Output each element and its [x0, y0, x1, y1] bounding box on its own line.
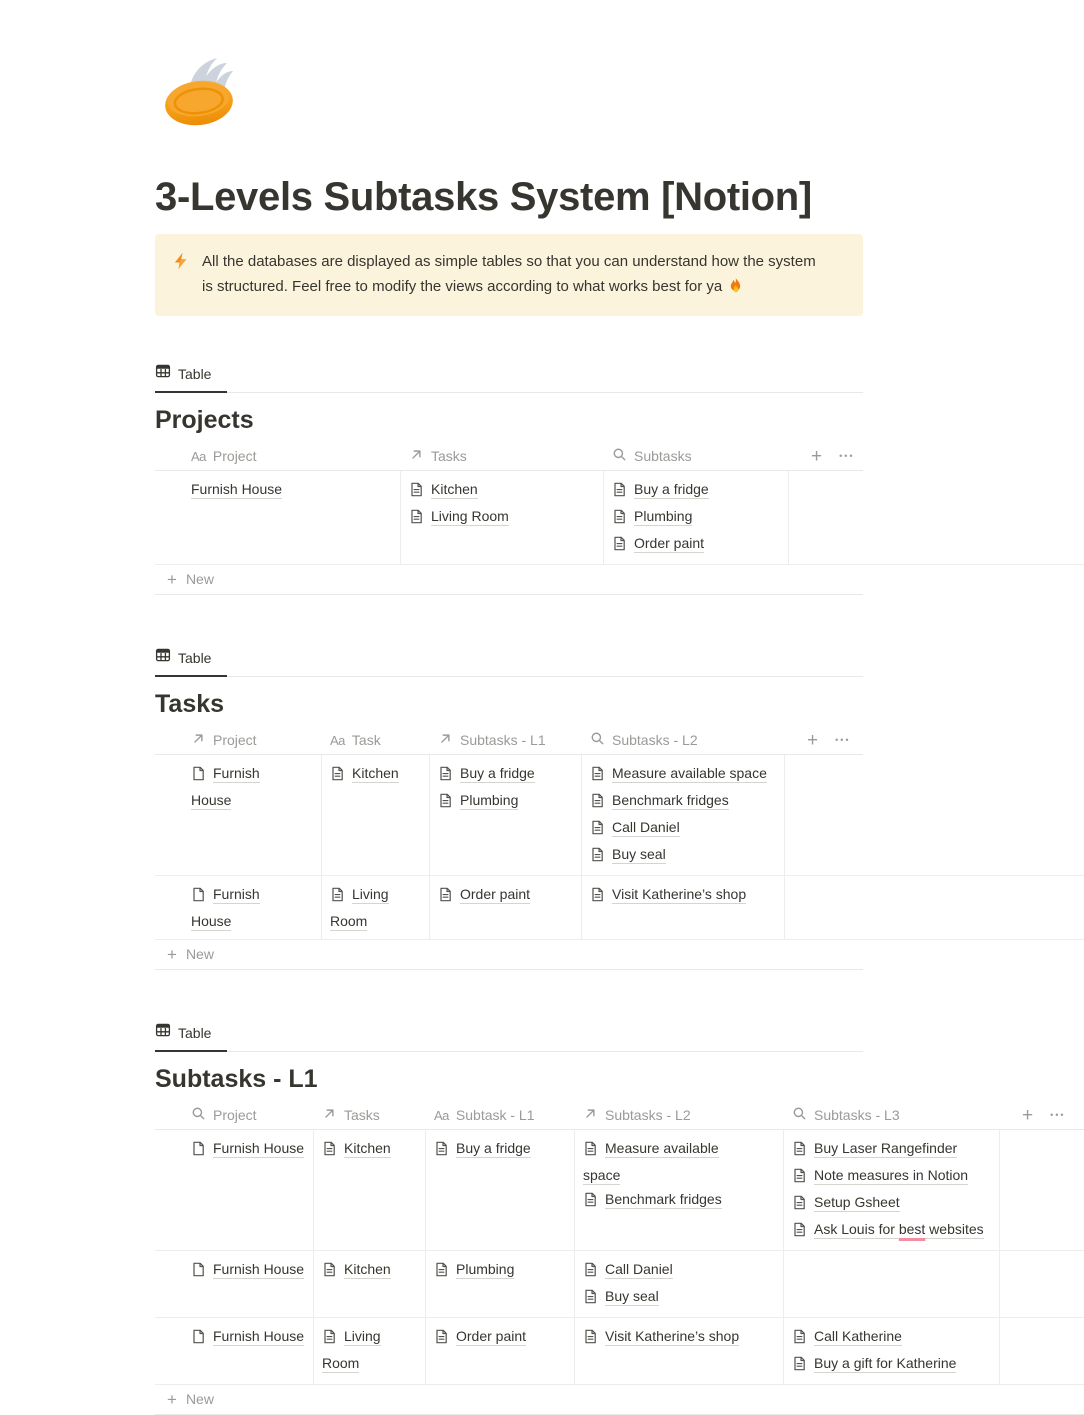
new-row-label: New — [185, 946, 214, 962]
page-link-text[interactable]: Setup Gsheet — [814, 1194, 900, 1210]
relation-page-chip[interactable] — [322, 1324, 402, 1375]
column-header-label: Project — [212, 448, 257, 464]
column-header-tasks[interactable] — [401, 442, 604, 470]
page-with-text-icon — [583, 1260, 598, 1284]
page-with-text-icon — [792, 1166, 807, 1190]
table-cell — [575, 1130, 784, 1250]
page-link-text[interactable]: Plumbing — [456, 1261, 515, 1277]
page-with-text-icon — [330, 885, 345, 909]
page-with-text-icon — [590, 764, 605, 788]
relation-page-chip[interactable] — [434, 1136, 568, 1163]
page-with-text-icon — [434, 1139, 449, 1163]
table-cell — [322, 876, 430, 939]
page-icon — [191, 764, 206, 788]
page-with-text-icon — [438, 764, 453, 788]
table-cell — [314, 1130, 426, 1250]
page-with-text-icon — [409, 480, 424, 504]
page-with-text-icon — [583, 1139, 598, 1163]
page-with-text-icon — [792, 1193, 807, 1217]
page-with-text-icon — [792, 1354, 807, 1378]
page-with-text-icon — [612, 507, 627, 531]
page-link-text[interactable]: Furnish House — [213, 1261, 305, 1277]
page-link-text[interactable]: Living Room — [322, 1328, 381, 1371]
spellcheck-flagged-word: best — [898, 1221, 926, 1237]
page-link-text[interactable]: Kitchen — [431, 481, 478, 497]
page-with-text-icon — [434, 1260, 449, 1284]
add-property-button[interactable]: + — [807, 729, 819, 751]
plus-icon: + — [167, 1389, 177, 1409]
plus-icon: + — [167, 569, 177, 589]
page-link-text[interactable]: Measure available space — [583, 1140, 719, 1183]
table-row — [155, 471, 1084, 565]
table-options-button[interactable]: ••• — [839, 451, 855, 461]
table-cell — [155, 1318, 314, 1384]
relation-page-chip[interactable] — [330, 761, 423, 788]
view-tabs-bar — [155, 1022, 863, 1052]
relation-page-chip[interactable] — [583, 1257, 777, 1284]
relation-page-chip[interactable] — [191, 1257, 307, 1284]
column-header-label: Tasks — [344, 1107, 380, 1123]
new-row-button[interactable] — [155, 940, 863, 970]
table-header-row — [155, 726, 863, 755]
relation-page-chip[interactable] — [191, 1324, 307, 1351]
column-header-label: Tasks — [431, 448, 467, 464]
page-link-text[interactable]: Buy seal — [605, 1288, 659, 1304]
relation-page-chip[interactable] — [792, 1217, 993, 1244]
page-link-text[interactable]: Visit Katherine’s shop — [612, 886, 747, 902]
view-tabs-bar — [155, 647, 863, 677]
column-header-label: Subtasks - L1 — [460, 732, 546, 748]
plus-icon: + — [167, 944, 177, 964]
relation-page-chip[interactable] — [792, 1163, 993, 1190]
title-property-icon: Aa — [434, 1107, 449, 1123]
relation-page-chip[interactable] — [792, 1136, 993, 1163]
active-tab-underline — [155, 1050, 227, 1052]
relation-page-chip[interactable] — [583, 1136, 738, 1187]
table-cell — [575, 1251, 784, 1317]
page-link-text[interactable]: Benchmark fridges — [605, 1191, 722, 1207]
text-segment: websites — [925, 1221, 984, 1237]
callout-text — [202, 249, 822, 301]
page-with-text-icon — [792, 1139, 807, 1163]
table-cell-empty — [1000, 1130, 1084, 1250]
rollup-property-icon — [792, 1106, 807, 1124]
page-title: 3-Levels Subtasks System [Notion] — [155, 175, 812, 219]
page-link-text[interactable]: Note measures in Notion — [814, 1167, 969, 1183]
new-row-label: New — [185, 571, 214, 587]
page-with-text-icon — [322, 1139, 337, 1163]
relation-page-chip[interactable] — [434, 1324, 568, 1351]
page-link-text[interactable]: Living Room — [431, 508, 509, 524]
page-link-text[interactable]: Order paint — [634, 535, 705, 551]
page-link-text[interactable]: Plumbing — [634, 508, 693, 524]
relation-page-chip[interactable] — [434, 1257, 568, 1284]
table-cell — [155, 471, 401, 564]
page-link-text[interactable]: Visit Katherine’s shop — [605, 1328, 740, 1344]
table-cell — [426, 1251, 575, 1317]
header-actions — [811, 447, 855, 466]
new-row-button[interactable] — [155, 1385, 1084, 1415]
database-block-projects — [155, 363, 1084, 595]
text-segment: Ask Louis for — [814, 1221, 899, 1237]
relation-page-chip[interactable] — [590, 815, 778, 842]
rollup-property-icon — [191, 1106, 206, 1124]
relation-property-icon — [583, 1106, 598, 1124]
column-header-subtasks-l3[interactable] — [784, 1101, 1000, 1129]
table-header-row — [155, 1101, 1084, 1130]
table-row — [155, 1251, 1084, 1318]
table-cell-empty — [1000, 1318, 1084, 1384]
column-header-task[interactable] — [322, 726, 430, 754]
column-header-subtasks-l2[interactable] — [582, 726, 785, 754]
page-link-text[interactable]: Furnish House — [191, 481, 283, 497]
add-property-button[interactable]: + — [811, 445, 823, 467]
page-link-text[interactable]: Buy a fridge — [460, 765, 535, 781]
column-header-label: Subtask - L1 — [455, 1107, 535, 1123]
table-cell — [604, 471, 789, 564]
table-cell — [582, 755, 785, 875]
callout — [155, 234, 863, 316]
page-with-text-icon — [590, 845, 605, 869]
view-tab-table[interactable] — [155, 1022, 211, 1043]
table-view-icon — [155, 1022, 171, 1043]
relation-page-chip[interactable] — [409, 504, 597, 531]
table-cell — [784, 1130, 1000, 1250]
relation-page-chip[interactable] — [191, 761, 281, 812]
column-header-subtasks-l1[interactable] — [430, 726, 582, 754]
page-icon — [191, 885, 206, 909]
new-row-label: New — [185, 1391, 214, 1407]
page-link-text[interactable]: Plumbing — [460, 792, 519, 808]
frisbee-emoji-icon[interactable] — [163, 55, 241, 127]
view-tab-label: Table — [178, 649, 212, 666]
relation-page-chip[interactable] — [322, 1136, 419, 1163]
new-row-button[interactable] — [155, 565, 863, 595]
page-with-text-icon — [330, 764, 345, 788]
relation-page-chip[interactable] — [583, 1284, 777, 1311]
column-header-subtask-l1[interactable] — [426, 1101, 575, 1129]
page-link-text[interactable]: Kitchen — [344, 1140, 391, 1156]
callout-text-body: All the databases are displayed as simple tables so that you can understand how the system is structured. Feel free to modify the views according to what works best for ya — [202, 253, 816, 295]
table-cell — [784, 1318, 1000, 1384]
page-link-text[interactable]: Kitchen — [352, 765, 399, 781]
table-row — [155, 1318, 1084, 1385]
page-with-text-icon — [612, 534, 627, 558]
relation-page-chip[interactable] — [792, 1351, 993, 1378]
page-with-text-icon — [590, 791, 605, 815]
page-link-text[interactable]: Call Daniel — [612, 819, 680, 835]
column-header-label: Subtasks - L2 — [605, 1107, 691, 1123]
column-header-label: Subtasks - L3 — [814, 1107, 900, 1123]
table-row — [155, 876, 1084, 940]
add-property-button[interactable]: + — [1022, 1104, 1034, 1126]
page-with-text-icon — [322, 1260, 337, 1284]
page-link-text[interactable]: Furnish House — [213, 1140, 305, 1156]
relation-page-chip[interactable] — [191, 477, 394, 501]
table-cell — [314, 1318, 426, 1384]
column-header-project[interactable] — [155, 1101, 314, 1129]
column-header-tasks[interactable] — [314, 1101, 426, 1129]
table-view-icon — [155, 647, 171, 668]
table-row — [155, 1130, 1084, 1251]
relation-page-chip[interactable] — [438, 882, 575, 909]
column-header-label: Subtasks - L2 — [612, 732, 698, 748]
relation-page-chip[interactable] — [438, 761, 575, 788]
page-link-text[interactable] — [814, 1221, 984, 1239]
relation-page-chip[interactable] — [583, 1324, 777, 1351]
database-block-subtasks-l1 — [155, 1022, 1084, 1415]
relation-page-chip[interactable] — [322, 1257, 419, 1284]
page-link-text[interactable]: Buy a fridge — [456, 1140, 531, 1156]
page-link-text[interactable]: Measure available space — [612, 765, 767, 781]
table-cell — [582, 876, 785, 939]
page-link-text[interactable]: Buy a fridge — [634, 481, 709, 497]
table-options-button[interactable]: ••• — [1050, 1110, 1066, 1120]
page-with-text-icon — [792, 1327, 807, 1351]
table-cell — [575, 1318, 784, 1384]
table-cell — [155, 876, 322, 939]
relation-property-icon — [191, 731, 206, 749]
relation-page-chip[interactable] — [612, 477, 782, 504]
fire-icon — [728, 280, 743, 297]
relation-page-chip[interactable] — [612, 531, 782, 558]
table-cell — [322, 755, 430, 875]
active-tab-underline — [155, 675, 227, 677]
relation-page-chip[interactable] — [792, 1190, 993, 1217]
page-link-text[interactable]: Furnish House — [191, 765, 260, 808]
view-tab-label: Table — [178, 365, 212, 382]
page-link-text[interactable]: Benchmark fridges — [612, 792, 729, 808]
view-tabs-bar — [155, 363, 863, 393]
table-header-row — [155, 442, 863, 471]
relation-page-chip[interactable] — [590, 882, 778, 909]
view-tab-table[interactable] — [155, 363, 211, 384]
table-row — [155, 755, 1084, 876]
page-with-text-icon — [409, 507, 424, 531]
column-header-label: Project — [213, 1107, 257, 1123]
table-options-button[interactable]: ••• — [835, 735, 851, 745]
page-with-text-icon — [612, 480, 627, 504]
page-with-text-icon — [590, 885, 605, 909]
table-cell — [155, 755, 322, 875]
page-link-text[interactable]: Call Katherine — [814, 1328, 902, 1344]
page-link-text[interactable]: Furnish House — [191, 886, 260, 929]
page-with-text-icon — [434, 1327, 449, 1351]
table-cell — [430, 755, 582, 875]
relation-property-icon — [322, 1106, 337, 1124]
database-title: Tasks — [155, 690, 225, 718]
database-title: Subtasks - L1 — [155, 1065, 318, 1093]
relation-page-chip[interactable] — [438, 788, 575, 815]
relation-page-chip[interactable] — [590, 761, 778, 788]
view-tab-label: Table — [178, 1024, 212, 1041]
relation-property-icon — [438, 731, 453, 749]
rollup-property-icon — [612, 447, 627, 465]
page-with-text-icon — [583, 1287, 598, 1311]
page-link-text[interactable]: Buy a gift for Katherine — [814, 1355, 957, 1371]
rollup-property-icon — [590, 731, 605, 749]
table-cell — [314, 1251, 426, 1317]
column-header-label: Project — [213, 732, 257, 748]
page-link-text[interactable]: Buy Laser Rangefinder — [814, 1140, 958, 1156]
relation-page-chip[interactable] — [612, 504, 782, 531]
relation-page-chip[interactable] — [191, 882, 281, 933]
page-link-text[interactable]: Buy seal — [612, 846, 666, 862]
table-cell — [155, 1130, 314, 1250]
page-with-text-icon — [438, 885, 453, 909]
page-link-text[interactable]: Furnish House — [213, 1328, 305, 1344]
relation-page-chip[interactable] — [792, 1324, 993, 1351]
page-link-text[interactable]: Order paint — [460, 886, 531, 902]
frisbee-icon — [163, 55, 241, 127]
database-blocks — [155, 363, 1084, 1415]
active-tab-underline — [155, 391, 227, 393]
title-property-icon: Aa — [191, 448, 206, 464]
page-with-text-icon — [590, 818, 605, 842]
header-actions — [1022, 1106, 1066, 1125]
page-with-text-icon — [583, 1327, 598, 1351]
table-cell — [430, 876, 582, 939]
database-block-tasks — [155, 647, 1084, 970]
table-cell — [784, 1251, 1000, 1317]
page-link-text[interactable]: Kitchen — [344, 1261, 391, 1277]
table-cell — [401, 471, 604, 564]
relation-page-chip[interactable] — [330, 882, 410, 933]
relation-page-chip[interactable] — [590, 842, 778, 869]
header-actions — [807, 731, 851, 750]
column-header-project[interactable] — [155, 442, 401, 470]
lightning-icon — [172, 252, 190, 275]
relation-page-chip[interactable] — [409, 477, 597, 504]
view-tab-table[interactable] — [155, 647, 211, 668]
page-icon — [191, 1260, 206, 1284]
table-view-icon — [155, 363, 171, 384]
page-with-text-icon — [322, 1327, 337, 1351]
column-header-label: Task — [351, 732, 381, 748]
relation-page-chip[interactable] — [191, 1136, 307, 1163]
page-with-text-icon — [438, 791, 453, 815]
relation-page-chip[interactable] — [583, 1187, 777, 1214]
title-property-icon: Aa — [330, 732, 345, 748]
page-link-text[interactable]: Living Room — [330, 886, 389, 929]
database-title: Projects — [155, 406, 254, 434]
page-link-text[interactable]: Call Daniel — [605, 1261, 673, 1277]
column-header-project[interactable] — [155, 726, 322, 754]
relation-page-chip[interactable] — [590, 788, 778, 815]
page-icon — [191, 1139, 206, 1163]
page-with-text-icon — [792, 1220, 807, 1244]
column-header-subtasks-l2[interactable] — [575, 1101, 784, 1129]
table-cell — [426, 1130, 575, 1250]
page-link-text[interactable]: Order paint — [456, 1328, 527, 1344]
table-cell-empty — [1000, 1251, 1084, 1317]
column-header-subtasks[interactable] — [604, 442, 789, 470]
page-icon — [191, 1327, 206, 1351]
column-header-label: Subtasks — [634, 448, 692, 464]
relation-property-icon — [409, 447, 424, 465]
page-with-text-icon — [583, 1190, 598, 1214]
table-cell — [155, 1251, 314, 1317]
table-cell — [426, 1318, 575, 1384]
